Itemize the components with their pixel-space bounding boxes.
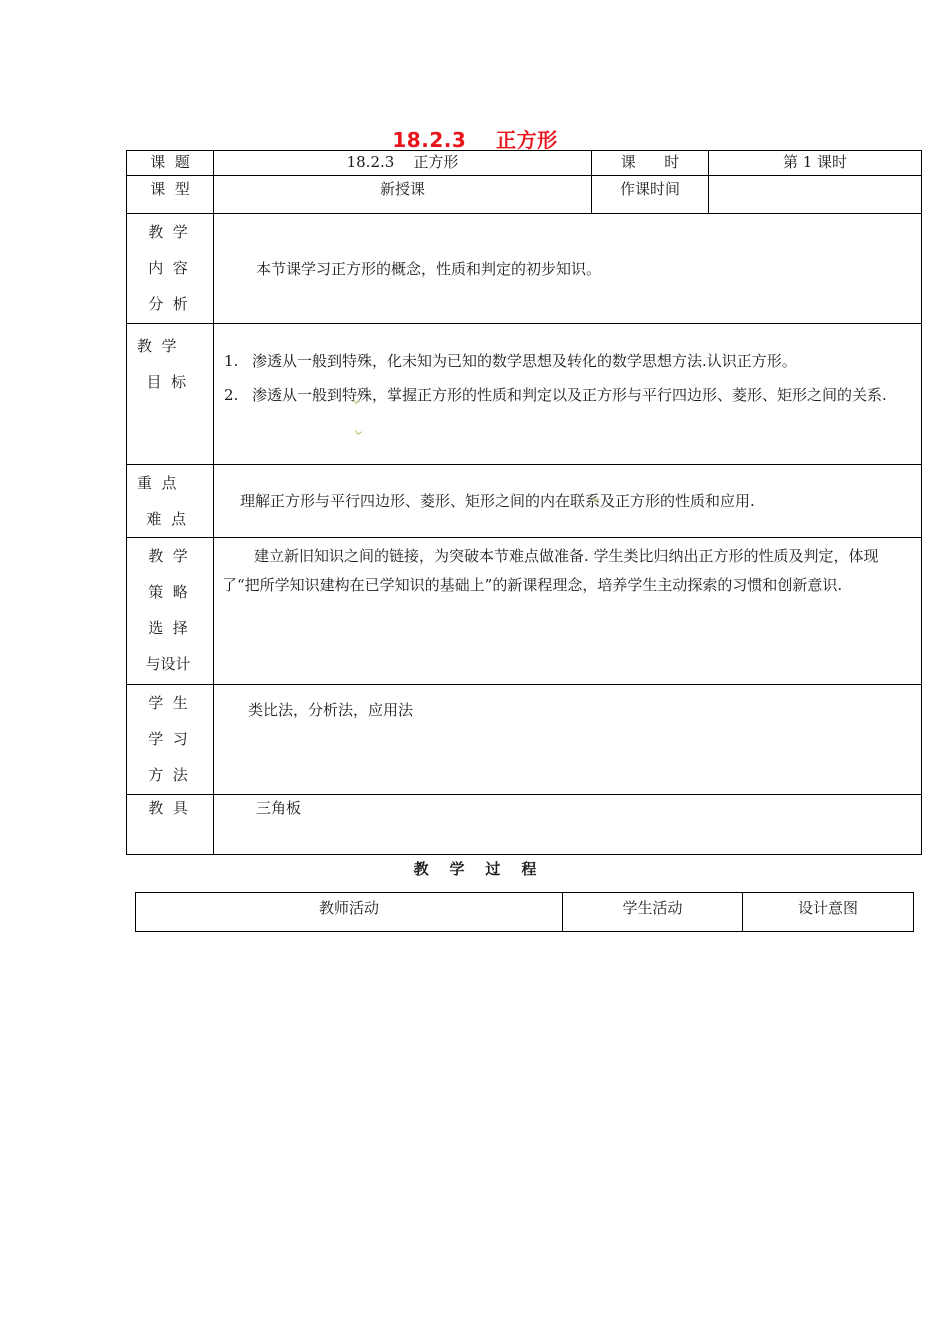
- methods-cell: [214, 685, 922, 795]
- table-row: [127, 151, 922, 176]
- goal-item-2: [224, 375, 915, 415]
- time-label: 作课时间: [592, 176, 709, 214]
- table-row: [127, 214, 922, 324]
- header-teacher-activity: 教师活动: [136, 893, 563, 932]
- content-analysis-label: 教 学 内 容 分 析: [127, 214, 214, 324]
- strategy-text: 建立新旧知识之间的链接，为突破本节难点做准备. 学生类比归纳出正方形的性质及判定，体现了“把所学知识建构在已学知识的基础上”的新课程理念，培养学生主动探索的习惯和创新意识.: [222, 547, 879, 594]
- strategy-cell: [214, 538, 922, 685]
- key-points-text: 理解正方形与平行四边形、菱形、矩形之间的内在联系及正方形的性质和应用.: [240, 492, 755, 510]
- methods-label: 学 生 学 习 方 法: [127, 685, 214, 795]
- type-label: 课 型: [127, 176, 214, 214]
- header-design-intent: 设计意图: [743, 893, 914, 932]
- goals-label: 教 学 目 标: [127, 324, 214, 465]
- time-value: [709, 176, 922, 214]
- content-analysis-text: [214, 214, 922, 324]
- tools-cell: [214, 795, 922, 855]
- key-points-cell: [214, 465, 922, 538]
- lesson-info-table: [126, 150, 922, 855]
- goal-number: 2.: [224, 386, 239, 404]
- process-heading: 教 学 过 程: [413, 860, 537, 878]
- table-row: [127, 176, 922, 214]
- key-points-label: 重 点 难 点: [127, 465, 214, 538]
- document-title: 18.2.3 正方形: [392, 128, 558, 152]
- goal-item-1: [224, 344, 915, 378]
- table-row: [127, 465, 922, 538]
- strategy-label: 教 学 策 略 选 择 与设计: [127, 538, 214, 685]
- goal-number: 1.: [224, 352, 239, 370]
- methods-text: 类比法，分析法，应用法: [248, 701, 414, 719]
- topic-value: 18.2.3 正方形: [214, 151, 592, 176]
- period-label: 课 时: [592, 151, 709, 176]
- goals-cell: [214, 324, 922, 465]
- table-row: [127, 795, 922, 855]
- table-row: [127, 685, 922, 795]
- table-row: [136, 893, 914, 932]
- header-student-activity: 学生活动: [563, 893, 743, 932]
- content-analysis-value: 本节课学习正方形的概念，性质和判定的初步知识。: [256, 259, 602, 278]
- type-value: 新授课: [214, 176, 592, 214]
- table-row: [127, 324, 922, 465]
- process-table: [135, 892, 914, 932]
- table-row: [127, 538, 922, 685]
- period-value: 第 1 课时: [709, 151, 922, 176]
- topic-label: 课 题: [127, 151, 214, 176]
- tools-label: 教 具: [127, 795, 214, 855]
- tools-text: 三角板: [256, 799, 302, 817]
- goal-text: 渗透从一般到特殊，掌握正方形的性质和判定以及正方形与平行四边形、菱形、矩形之间的关系.: [252, 386, 887, 404]
- goal-text: 渗透从一般到特殊，化未知为已知的数学思想及转化的数学思想方法.认识正方形。: [252, 352, 797, 370]
